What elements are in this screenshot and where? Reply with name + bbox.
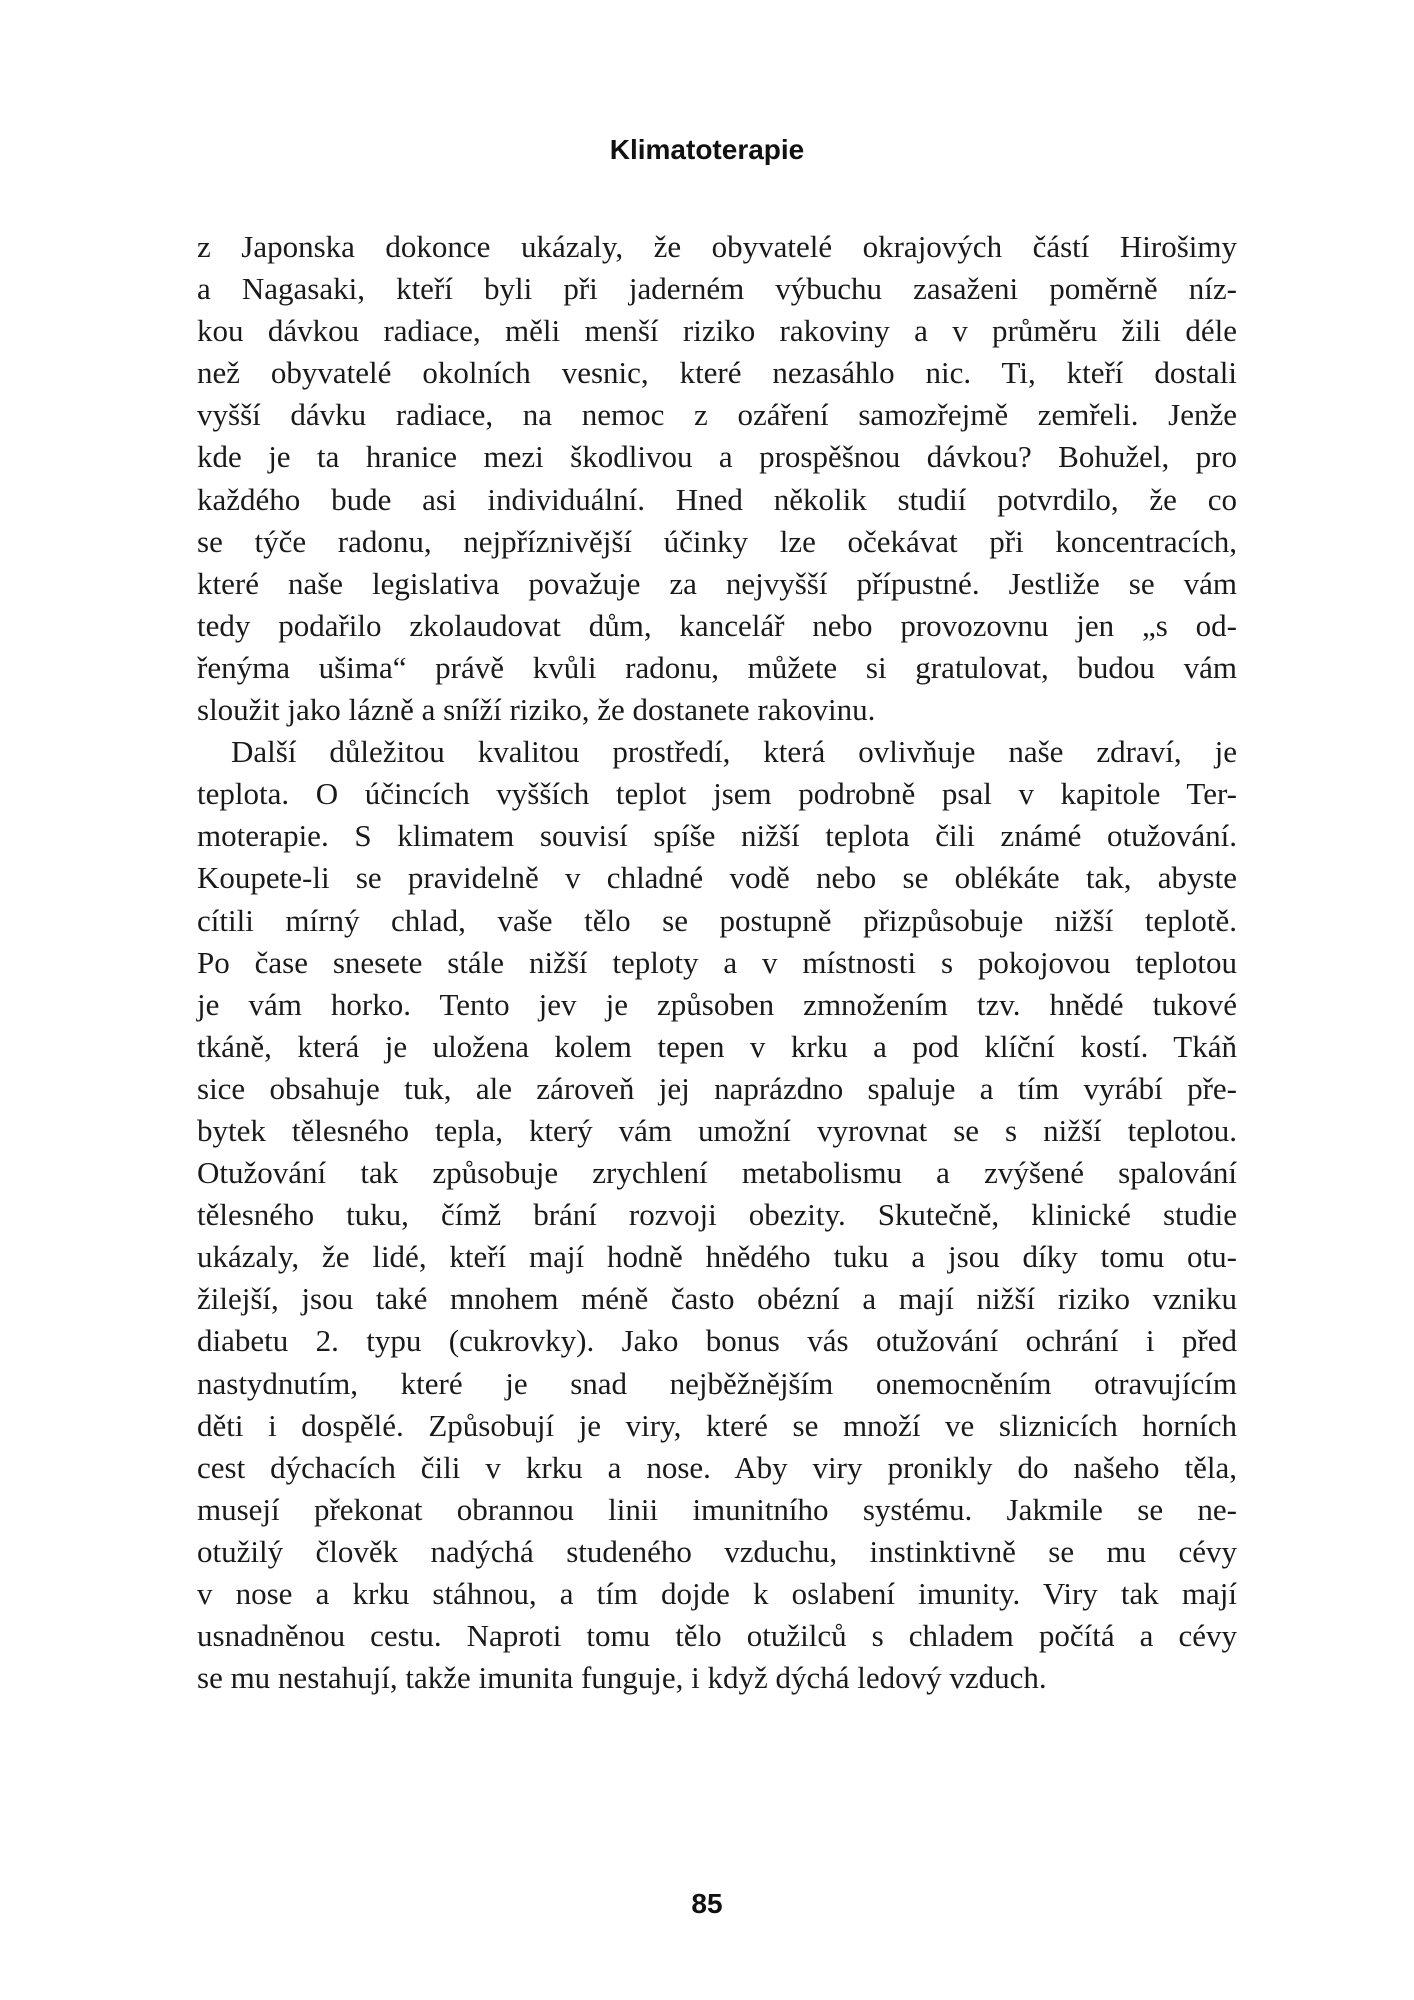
- text-line: ukázaly, že lidé, kteří mají hodně hnědého tuku a jsou díky tomu otu-: [197, 1239, 1237, 1275]
- text-line: moterapie. S klimatem souvisí spíše nižší teplota čili známé otužování.: [197, 818, 1237, 854]
- text-line: usnadněnou cestu. Naproti tomu tělo otužilců s chladem počítá a cévy: [197, 1618, 1237, 1654]
- text-line: nastydnutím, které je snad nejběžnějším onemocněním otravujícím: [197, 1365, 1237, 1401]
- text-line: které naše legislativa považuje za nejvyšší přípustné. Jestliže se vám: [197, 565, 1237, 601]
- text-line: než obyvatelé okolních vesnic, které nezasáhlo nic. Ti, kteří dostali: [197, 355, 1237, 391]
- text-line: tělesného tuku, čímž brání rozvoji obezity. Skutečně, klinické studie: [197, 1197, 1237, 1233]
- text-line: je vám horko. Tento jev je způsoben zmnožením tzv. hnědé tukové: [197, 986, 1237, 1022]
- running-head-title: Klimatoterapie: [609, 134, 805, 165]
- text-line: řenýma ušima“ právě kvůli radonu, můžete si gratulovat, budou vám: [197, 649, 1237, 685]
- text-line: bytek tělesného tepla, který vám umožní vyrovnat se s nižší teplotou.: [197, 1112, 1237, 1148]
- text-line: žilejší, jsou také mnohem méně často obézní a mají nižší riziko vzniku: [197, 1281, 1237, 1317]
- paragraph: [197, 731, 1237, 1699]
- text-line: sloužit jako lázně a sníží riziko, že dostanete rakovinu.: [197, 692, 876, 728]
- text-line: Po čase snesete stále nižší teploty a v místnosti s pokojovou teplotou: [197, 944, 1237, 980]
- text-line: v nose a krku stáhnou, a tím dojde k oslabení imunity. Viry tak mají: [197, 1576, 1237, 1611]
- text-line: cest dýchacích čili v krku a nose. Aby viry pronikly do našeho těla,: [197, 1449, 1237, 1485]
- text-line: kou dávkou radiace, měli menší riziko rakoviny a v průměru žili déle: [197, 313, 1237, 349]
- paragraph: [197, 226, 1237, 731]
- text-line: teplota. O účincích vyšších teplot jsem podrobně psal v kapitole Ter-: [197, 776, 1237, 812]
- text-line: každého bude asi individuální. Hned několik studií potvrdilo, že co: [197, 481, 1237, 517]
- body-text: [197, 226, 1237, 1699]
- text-line: a Nagasaki, kteří byli při jaderném výbuchu zasaženi poměrně níz-: [197, 271, 1237, 307]
- text-line: Otužování tak způsobuje zrychlení metabolismu a zvýšené spalování: [197, 1155, 1237, 1191]
- text-line: tkáně, která je uložena kolem tepen v krku a pod klíční kostí. Tkáň: [197, 1028, 1237, 1064]
- text-line: cítili mírný chlad, vaše tělo se postupně přizpůsobuje nižší teplotě.: [197, 902, 1237, 938]
- text-line: Další důležitou kvalitou prostředí, která ovlivňuje naše zdraví, je: [231, 734, 1237, 770]
- text-line: kde je ta hranice mezi škodlivou a prospěšnou dávkou? Bohužel, pro: [197, 439, 1237, 475]
- text-line: se mu nestahují, takže imunita funguje, i když dýchá ledový vzduch.: [197, 1660, 1047, 1696]
- text-line: diabetu 2. typu (cukrovky). Jako bonus vás otužování ochrání i před: [197, 1323, 1237, 1359]
- text-line: se týče radonu, nejpříznivější účinky lze očekávat při koncentracích,: [197, 523, 1237, 559]
- text-line: musejí překonat obrannou linii imunitního systému. Jakmile se ne-: [197, 1491, 1237, 1527]
- text-line: děti i dospělé. Způsobují je viry, které se množí ve sliznicích horních: [197, 1407, 1237, 1443]
- text-line: sice obsahuje tuk, ale zároveň jej naprázdno spaluje a tím vyrábí pře-: [197, 1070, 1237, 1106]
- text-line: z Japonska dokonce ukázaly, že obyvatelé okrajových částí Hirošimy: [197, 229, 1237, 264]
- text-line: tedy podařilo zkolaudovat dům, kancelář nebo provozovnu jen „s od-: [197, 607, 1237, 643]
- text-line: Koupete-li se pravidelně v chladné vodě nebo se oblékáte tak, abyste: [197, 860, 1237, 896]
- page-number: 85: [691, 1888, 723, 1919]
- text-line: otužilý člověk nadýchá studeného vzduchu, instinktivně se mu cévy: [197, 1533, 1237, 1569]
- text-line: vyšší dávku radiace, na nemoc z ozáření samozřejmě zemřeli. Jenže: [197, 397, 1237, 433]
